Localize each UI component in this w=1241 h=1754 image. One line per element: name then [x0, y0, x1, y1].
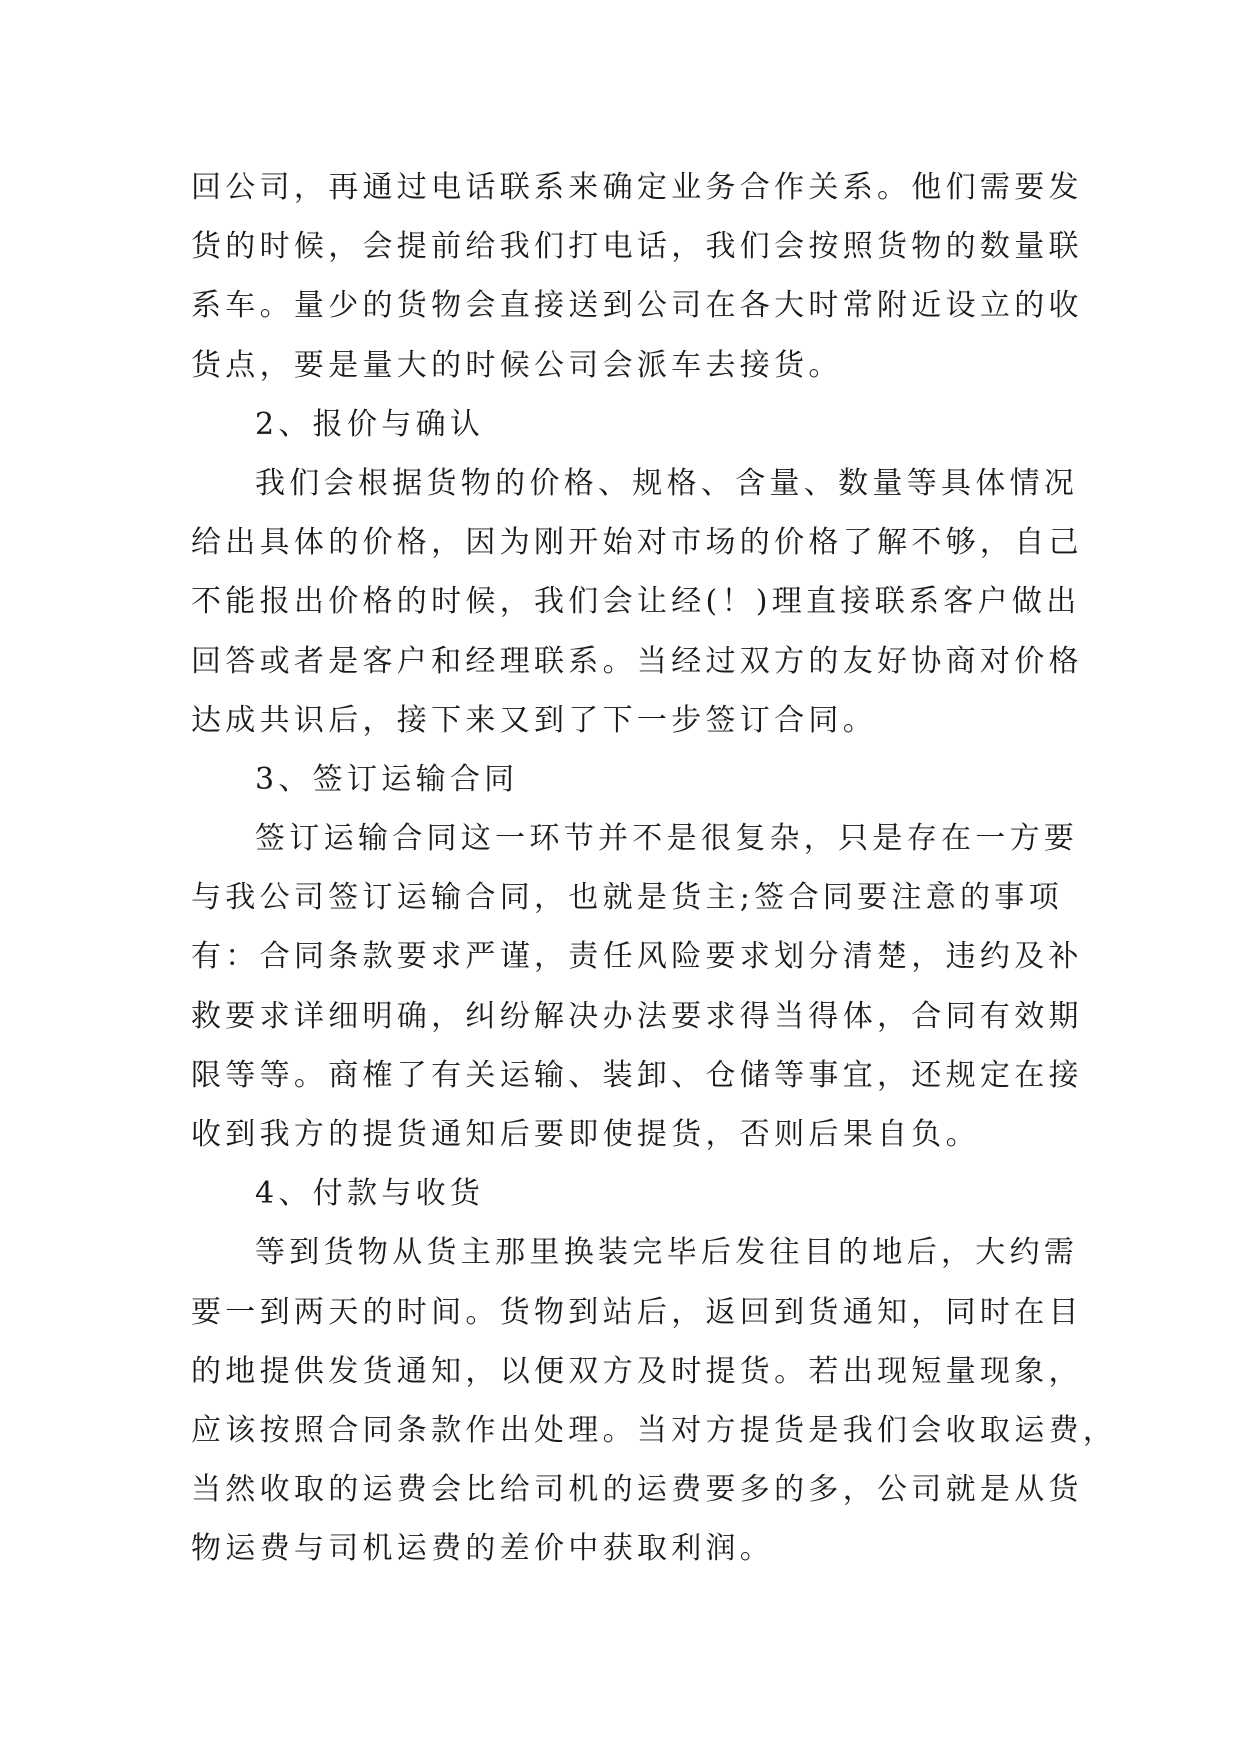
section-heading-quote-confirm: 2、报价与确认	[255, 406, 485, 442]
body-line: 要一到两天的时间。货物到站后，返回到货通知，同时在目	[191, 1294, 1083, 1330]
body-line: 回答或者是客户和经理联系。当经过双方的友好协商对价格	[191, 643, 1083, 679]
paragraph-first-line: 等到货物从货主那里换装完毕后发往目的地后，大约需	[255, 1235, 1079, 1271]
paragraph-first-line: 签订运输合同这一环节并不是很复杂，只是存在一方要	[255, 821, 1079, 857]
body-line: 达成共识后，接下来又到了下一步签订合同。	[191, 702, 877, 738]
body-line: 收到我方的提货通知后要即使提货，否则后果自负。	[191, 1117, 980, 1152]
body-line: 货的时候，会提前给我们打电话，我们会按照货物的数量联	[191, 229, 1083, 265]
section-heading-sign-contract: 3、签订运输合同	[255, 761, 519, 797]
body-line: 物运费与司机运费的差价中获取利润。	[191, 1531, 775, 1567]
body-line: 的地提供发货通知，以便双方及时提货。若出现短量现象，	[191, 1353, 1083, 1389]
body-line: 给出具体的价格，因为刚开始对市场的价格了解不够，自己	[191, 525, 1083, 561]
body-line: 回公司，再通过电话联系来确定业务合作关系。他们需要发	[191, 170, 1083, 205]
body-line: 应该按照合同条款作出处理。当对方提货是我们会收取运费，	[191, 1412, 1118, 1448]
document-body	[191, 158, 1118, 1579]
body-line: 货点，要是量大的时候公司会派车去接货。	[191, 347, 843, 383]
body-line: 当然收取的运费会比给司机的运费要多的多，公司就是从货	[191, 1472, 1083, 1508]
body-line: 有：合同条款要求严谨，责任风险要求划分清楚，违约及补	[191, 939, 1083, 975]
body-line: 限等等。商榷了有关运输、装卸、仓储等事宜，还规定在接	[191, 1057, 1083, 1093]
section-heading-payment-receipt: 4、付款与收货	[255, 1176, 485, 1212]
paragraph-first-line: 我们会根据货物的价格、规格、含量、数量等具体情况	[255, 465, 1079, 501]
body-line: 救要求详细明确，纠纷解决办法要求得当得体，合同有效期	[191, 998, 1083, 1034]
body-line: 不能报出价格的时候，我们会让经(！)理直接联系客户做出	[191, 584, 1081, 620]
body-line: 系车。量少的货物会直接送到公司在各大时常附近设立的收	[191, 288, 1083, 324]
body-line: 与我公司签订运输合同，也就是货主;签合同要注意的事项	[191, 880, 1063, 916]
